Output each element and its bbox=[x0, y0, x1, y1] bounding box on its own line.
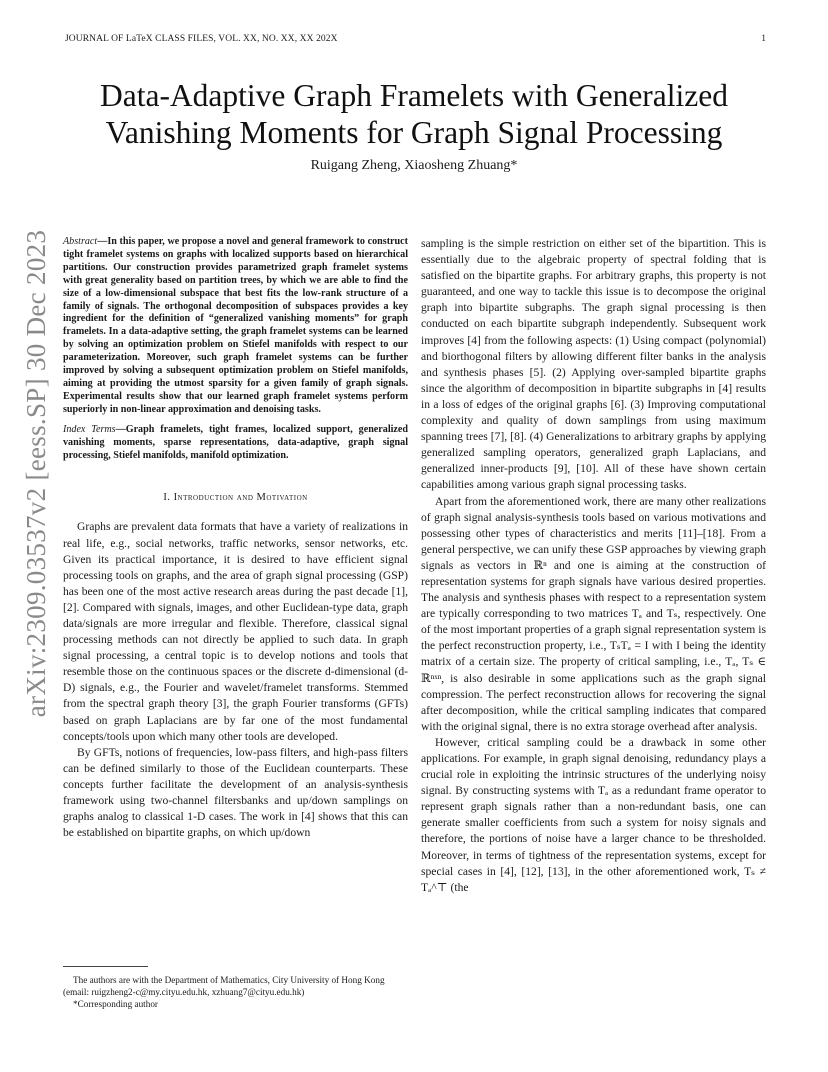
section-title: Introduction and Motivation bbox=[173, 492, 308, 504]
body-paragraph: sampling is the simple restriction on either set of the bipartition. This is essentially due to the algebraic property of spectral folding that is satisfied on the bipartite graphs. For arbitrary graphs, this property is not guaranteed, and one way to tackle this issue is to decompose the original graph into bipartite subgraphs. The graph signal processing is then conducted on each bipartite subgraph independently. Subsequent work improves [4] from the following aspects: (1) Using compact (polynomial) and biorthogonal filters by allowing different filter banks in the analysis and synthesis phases [5]. (2) Applying over-sampled bipartite graphs since the algorithm of decomposition in bipartite subgraphs in [4] results in a loss of edges of the original graphs [6]. (3) Improving computational complexity and quality of down samplings from using maximum spanning trees [7], [8]. (4) Generalizations to arbitrary graphs by applying generalized sampling operators, generalized graph Laplacians, and generalized inner-products [9], [10]. All of these have shown certain capabilities among various graph signal processing tasks. bbox=[421, 237, 766, 492]
index-terms-text: —Graph framelets, tight frames, localized support, generalized vanishing moments, sparse representations, data-adaptive, graph signal processing, Stiefel manifolds, manifold optimization. bbox=[63, 423, 408, 461]
right-column bbox=[421, 236, 766, 896]
author-list: Ruigang Zheng, Xiaosheng Zhuang* bbox=[310, 158, 518, 173]
index-terms bbox=[63, 424, 408, 463]
arxiv-identifier-stamp[interactable] bbox=[21, 229, 52, 717]
section-heading bbox=[63, 492, 408, 503]
footnote-divider bbox=[63, 966, 148, 967]
arxiv-identifier-text: arXiv:2309.03537v2 [eess.SP] 30 Dec 2023 bbox=[21, 229, 52, 717]
abstract bbox=[63, 236, 408, 417]
page-number: 1 bbox=[761, 34, 766, 44]
affiliation-footnote: The authors are with the Department of Mathematics, City University of Hong Kong (email: ruigzheng2-c@my.cityu.edu.hk, xzhuang7@cityu.edu.hk) bbox=[63, 975, 385, 997]
running-head: JOURNAL OF LaTeX CLASS FILES, VOL. XX, NO. XX, XX 202X bbox=[65, 34, 338, 44]
section-number: I. bbox=[163, 492, 171, 504]
index-terms-label: Index Terms bbox=[63, 423, 116, 435]
left-column bbox=[63, 236, 408, 841]
corresponding-author-footnote: *Corresponding author bbox=[73, 999, 158, 1009]
body-paragraph: However, critical sampling could be a drawback in some other applications. For example, in graph signal denoising, redundancy plays a crucial role in exploiting the intrinsic structures of the underlying noisy signal. By constructing systems with Tₐ as a redundant frame operator to represent graph signals rather than a non-redundant basis, one can generate smaller coefficients from such a system for noisy signals and therefore, the portions of noise have a larger chance to be thresholded. Moreover, in terms of tightness of the representation systems, except for special cases in [4], [12], [13], in the other aforementioned work, Tₛ ≠ Tₐ^⊤ (the bbox=[421, 735, 766, 894]
paper-title: Data-Adaptive Graph Framelets with Generalized Vanishing Moments for Graph Signal Processing bbox=[99, 78, 728, 150]
abstract-label: Abstract bbox=[63, 236, 98, 247]
body-paragraph: Apart from the aforementioned work, there are many other realizations of graph signal analysis-synthesis tools based on various motivations and possessing other types of characteristics and merits [11]–[18]. From a general perspective, we can unify these GSP approaches by viewing graph signals as vectors in ℝⁿ and one is aiming at the construction of representation systems for graph signals have various desired properties. The analysis and synthesis phases with respect to a representation system are typically corresponding to two matrices Tₐ and Tₛ, respectively. One of the most important properties of a graph signal representation system is the perfect reconstruction property, i.e., TₛTₐ = I with I being the identity matrix of a certain size. The property of critical sampling, i.e., Tₐ, Tₛ ∈ ℝⁿˣⁿ, is also desirable in some applications such as the graph signal compression. The perfect reconstruction allows for recovering the signal after decomposition, while the critical sampling indicates that compared with the original signal, there is no extra storage overhead after analysis. bbox=[421, 494, 767, 733]
body-paragraph: Graphs are prevalent data formats that have a variety of realizations in real life, e.g., social networks, traffic networks, sensor networks, etc. Given its practical importance, it is desired to have efficient signal processing tools on graphs, and the area of graph signal processing (GSP) has been one of the most active research areas during the past decade [1], [2]. Compared with signals, images, and other Euclidean-type data, graph data/signals are more irregular and flexible. Therefore, classical signal processing methods can not directly be applied to such data. In graph signal processing, a central topic is to develop notions and tools that resemble those on the continuous spaces or the discrete d-dimensional (d-D) signals, e.g., the Fourier and wavelet/framelet transforms. Stemmed from the spectral graph theory [3], the graph Fourier transforms (GFTs) based on graph Laplacians are by far one of the most fundamental concepts/tools upon which many other tools are developed. bbox=[63, 520, 408, 743]
abstract-text: —In this paper, we propose a novel and general framework to construct tight framelet systems on graphs with localized supports based on hierarchical partitions. Our construction provides parametrized graph framelet systems with great generality based on partition trees, by which we are able to find the size of a low-dimensional subspace that best fits the low-rank structure of a family of signals. The orthogonal decomposition of subspaces provides a key ingredient for the definition of “generalized vanishing moments” for graph framelets. In a data-adaptive setting, the graph framelet systems can be learned by solving an optimization problem on Stiefel manifolds with respect to our parameterization. Moreover, such graph framelet systems can be further improved by solving a subsequent optimization problem on Stiefel manifolds, aiming at providing the utmost sparsity for a given family of graph signals. Experimental results show that our learned graph framelet systems perform superiorly in non-linear approximation and denoising tasks. bbox=[63, 236, 408, 415]
body-paragraph: By GFTs, notions of frequencies, low-pass filters, and high-pass filters can be defined similarly to those of the Euclidean counterparts. These concepts further facilitate the development of an analysis-synthesis framework using two-channel filtersbanks and up/down samplings on graphs analog to classical 1-D cases. The work in [4] shows that this can be established on bipartite graphs, on which up/down bbox=[63, 745, 408, 840]
